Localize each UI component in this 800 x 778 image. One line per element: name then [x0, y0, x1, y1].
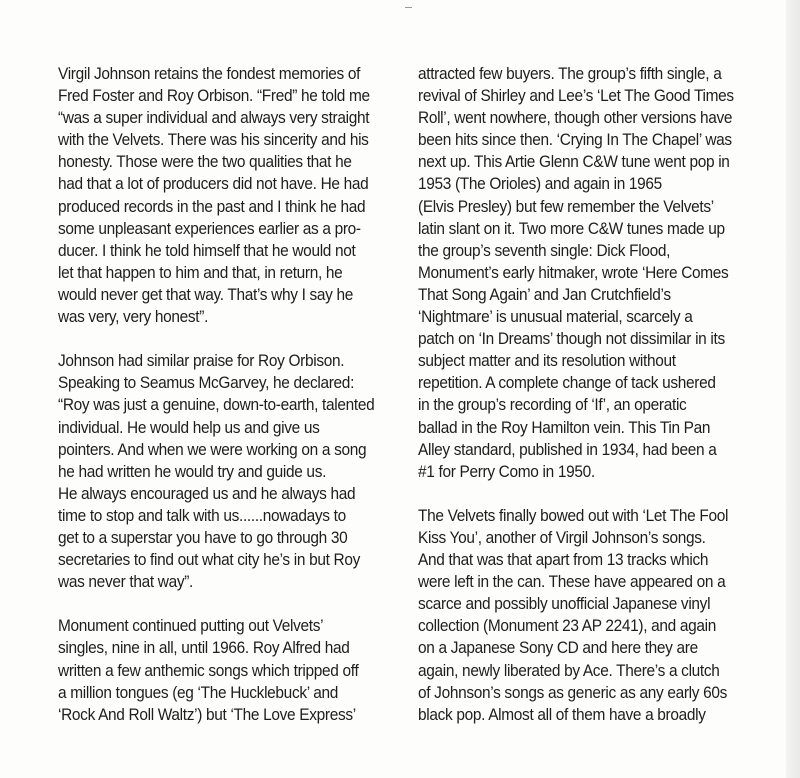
- text-line: collection (Monument 23 AP 2241), and again: [418, 616, 717, 636]
- text-line: next up. This Artie Glenn C&W tune went pop in: [418, 152, 730, 172]
- text-line: on a Japanese Sony CD and here they are: [418, 638, 698, 658]
- text-line: Kiss You’, another of Virgil Johnson’s songs.: [418, 527, 706, 547]
- text-line: a million tongues (eg ‘The Hucklebuck’ and: [58, 682, 338, 702]
- text-line: revival of Shirley and Lee’s ‘Let The Good Times: [418, 86, 734, 106]
- text-line: some unpleasant experiences earlier as a pro-: [58, 218, 361, 238]
- text-line: time to stop and talk with us......nowadays to: [58, 505, 346, 525]
- text-line: he had written he would try and guide us.: [58, 461, 327, 481]
- text-line: black pop. Almost all of them have a broadly: [418, 704, 706, 724]
- text-line: Monument’s early hitmaker, wrote ‘Here Comes: [418, 262, 729, 282]
- paragraph: [58, 615, 403, 725]
- text-line: “was a super individual and always very straight: [58, 108, 370, 128]
- paragraph: [58, 350, 403, 593]
- text-line: secretaries to find out what city he’s in but Roy: [58, 550, 361, 570]
- text-line: latin slant on it. Two more C&W tunes made up: [418, 218, 725, 238]
- text-line: individual. He would help us and give us: [58, 417, 320, 437]
- text-line: (Elvis Presley) but few remember the Velvets’: [418, 196, 714, 216]
- text-line: let that happen to him and that, in return, he: [58, 262, 343, 282]
- text-line: Alley standard, published in 1934, had been a: [418, 439, 717, 459]
- page-edge-shadow: [786, 0, 800, 778]
- paragraph: [418, 63, 788, 483]
- text-line: Fred Foster and Roy Orbison. “Fred” he told me: [58, 86, 370, 106]
- text-line: produced records in the past and I think he had: [58, 196, 366, 216]
- text-line: ballad in the Roy Hamilton vein. This Tin Pan: [418, 417, 711, 437]
- text-line: repetition. A complete change of tack ushered: [418, 373, 716, 393]
- text-line: That Song Again’ and Jan Crutchfield’s: [418, 284, 671, 304]
- text-line: honesty. Those were the two qualities that he: [58, 152, 352, 172]
- text-line: ‘Nightmare’ is unusual material, scarcely a: [418, 307, 693, 327]
- text-line: singles, nine in all, until 1966. Roy Alfred had: [58, 638, 350, 658]
- text-line: the group’s seventh single: Dick Flood,: [418, 240, 671, 260]
- text-line: was very, very honest”.: [58, 307, 209, 327]
- text-column-left: [58, 63, 403, 748]
- text-line: been hits since then. ‘Crying In The Chapel’ was: [418, 130, 732, 150]
- text-line: subject matter and its resolution without: [418, 351, 676, 371]
- text-line: get to a superstar you have to go through 30: [58, 527, 348, 547]
- paragraph: [418, 505, 788, 726]
- text-line: patch on ‘In Dreams’ though not dissimilar in its: [418, 329, 725, 349]
- text-line: Roll’, went nowhere, though other versions have: [418, 108, 733, 128]
- text-line: He always encouraged us and he always had: [58, 483, 356, 503]
- text-line: would never get that way. That’s why I say he: [58, 284, 354, 304]
- text-line: Virgil Johnson retains the fondest memories of: [58, 64, 361, 83]
- text-line: “Roy was just a genuine, down-to-earth, talented: [58, 395, 375, 415]
- text-line: ‘Rock And Roll Waltz’) but ‘The Love Express’: [58, 704, 356, 724]
- text-line: written a few anthemic songs which tripped off: [58, 660, 359, 680]
- text-line: in the group’s recording of ‘If’, an operatic: [418, 395, 687, 415]
- text-line: Johnson had similar praise for Roy Orbison.: [58, 351, 345, 371]
- scan-mark: [405, 7, 412, 8]
- text-line: And that was that apart from 13 tracks which: [418, 550, 709, 570]
- text-column-right: [418, 63, 788, 748]
- text-line: Monument continued putting out Velvets’: [58, 616, 324, 636]
- text-line: pointers. And when we were working on a song: [58, 439, 367, 459]
- text-line: attracted few buyers. The group’s fifth single, a: [418, 64, 722, 83]
- text-line: was never that way”.: [58, 572, 194, 592]
- text-line: were left in the can. These have appeared on a: [418, 572, 726, 592]
- text-line: ducer. I think he told himself that he would not: [58, 240, 356, 260]
- text-line: scarce and possibly unofficial Japanese vinyl: [418, 594, 711, 614]
- text-line: of Johnson’s songs as generic as any early 60s: [418, 682, 728, 702]
- text-line: again, newly liberated by Ace. There’s a clutch: [418, 660, 720, 680]
- paragraph: [58, 63, 403, 328]
- text-line: #1 for Perry Como in 1950.: [418, 461, 595, 481]
- text-line: Speaking to Seamus McGarvey, he declared:: [58, 373, 355, 393]
- text-line: The Velvets finally bowed out with ‘Let The Fool: [418, 505, 729, 525]
- text-line: 1953 (The Orioles) and again in 1965: [418, 174, 662, 194]
- text-line: had that a lot of producers did not have. He had: [58, 174, 369, 194]
- text-line: with the Velvets. There was his sincerity and his: [58, 130, 369, 150]
